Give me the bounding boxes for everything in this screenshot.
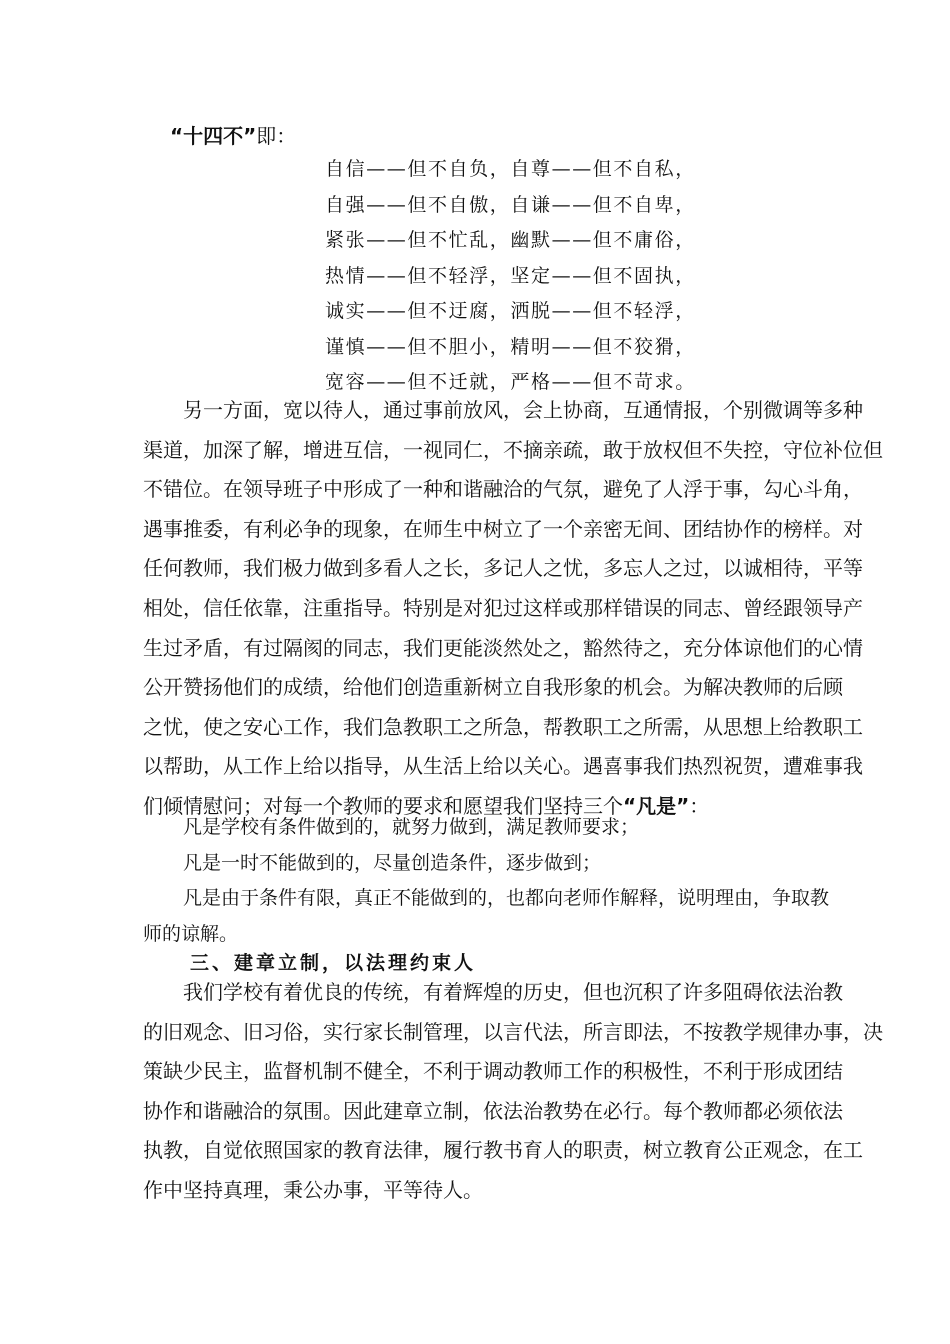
poem-line: 自信——但不自负，自尊——但不自私，: [325, 158, 696, 180]
fourteen-nots-suffix: 即：: [256, 124, 297, 148]
poem-line: 谨慎——但不胆小，精明——但不狡猾，: [325, 335, 696, 358]
section-heading: 三、建章立制，以法理约束人: [190, 952, 477, 974]
paragraph-text: ：: [689, 793, 710, 818]
fanshi-item: 凡是学校有条件做到的，就努力做到，满足教师要求；: [183, 816, 640, 838]
paragraph-line: 公开赞扬他们的成绩，给他们创造重新树立自我形象的机会。为解决教师的后顾: [143, 675, 843, 700]
paragraph-line: 渠道，加深了解，增进互信，一视同仁，不摘亲疏，敢于放权但不失控，守位补位但: [143, 437, 883, 462]
paragraph-line: 另一方面，宽以待人，通过事前放风，会上协商，互通情报，个别微调等多种: [183, 398, 863, 422]
paragraph-line: 策缺少民主，监督机制不健全，不利于调动教师工作的积极性，不利于形成团结: [143, 1059, 843, 1084]
fourteen-nots-list: [325, 152, 745, 401]
poem-line: 紧张——但不忙乱，幽默——但不庸俗，: [325, 229, 696, 251]
fourteen-nots-label: “十四不”: [170, 124, 257, 148]
fourteen-nots-intro: [170, 118, 296, 154]
paragraph-line: 不错位。在领导班子中形成了一种和谐融洽的气氛，避免了人浮于事，勾心斗角，: [143, 477, 863, 502]
poem-line: 自强——但不自傲，自谦——但不自卑，: [325, 193, 696, 216]
paragraph-line: 遇事推委，有利必争的现象，在师生中树立了一个亲密无间、团结协作的榜样。对: [143, 516, 863, 541]
paragraph-rules: [143, 973, 883, 1211]
paragraph-text: 们倾情慰问；对每一个教师的要求和愿望我们坚持三个: [143, 793, 623, 818]
fanshi-label: “凡是”: [623, 793, 690, 818]
paragraph-line: 相处，信任依靠，注重指导。特别是对犯过这样或那样错误的同志、曾经跟领导产: [143, 595, 863, 620]
paragraph-line: 之忧，使之安心工作，我们急教职工之所急，帮教职工之所需，从思想上给教职工: [143, 714, 863, 739]
fanshi-item: 凡是由于条件有限，真正不能做到的，也都向老师作解释，说明理由，争取教: [183, 887, 830, 909]
poem-line: 宽容——但不迁就，严格——但不苛求。: [325, 371, 696, 393]
paragraph-line: 我们学校有着优良的传统，有着辉煌的历史，但也沉积了许多阻碍依法治教: [183, 980, 843, 1004]
paragraph-line: 生过矛盾，有过隔阂的同志，我们更能淡然处之，豁然待之，充分体谅他们的心情: [143, 635, 863, 660]
paragraph-tolerance: [143, 391, 883, 827]
fanshi-item: 凡是一时不能做到的，尽量创造条件，逐步做到；: [183, 851, 602, 874]
fanshi-item-continuation: 师的谅解。: [143, 922, 239, 945]
poem-line: 热情——但不轻浮，坚定——但不固执，: [325, 264, 696, 287]
paragraph-line: 任何教师，我们极力做到多看人之长，多记人之忧，多忘人之过，以诚相待，平等: [143, 556, 863, 581]
poem-line: 诚实——但不迂腐，洒脱——但不轻浮，: [325, 300, 696, 322]
fanshi-list: [143, 810, 830, 952]
paragraph-line: 作中坚持真理，秉公办事，平等待人。: [143, 1177, 483, 1202]
paragraph-line: 执教，自觉依照国家的教育法律，履行教书育人的职责，树立教育公正观念，在工: [143, 1138, 863, 1163]
paragraph-line: 以帮助，从工作上给以指导，从生活上给以关心。遇喜事我们热烈祝贺，遭难事我: [143, 754, 863, 779]
paragraph-line: 协作和谐融洽的氛围。因此建章立制，依法治教势在必行。每个教师都必须依法: [143, 1098, 843, 1123]
paragraph-line: 的旧观念、旧习俗，实行家长制管理，以言代法，所言即法，不按教学规律办事，决: [143, 1019, 883, 1044]
